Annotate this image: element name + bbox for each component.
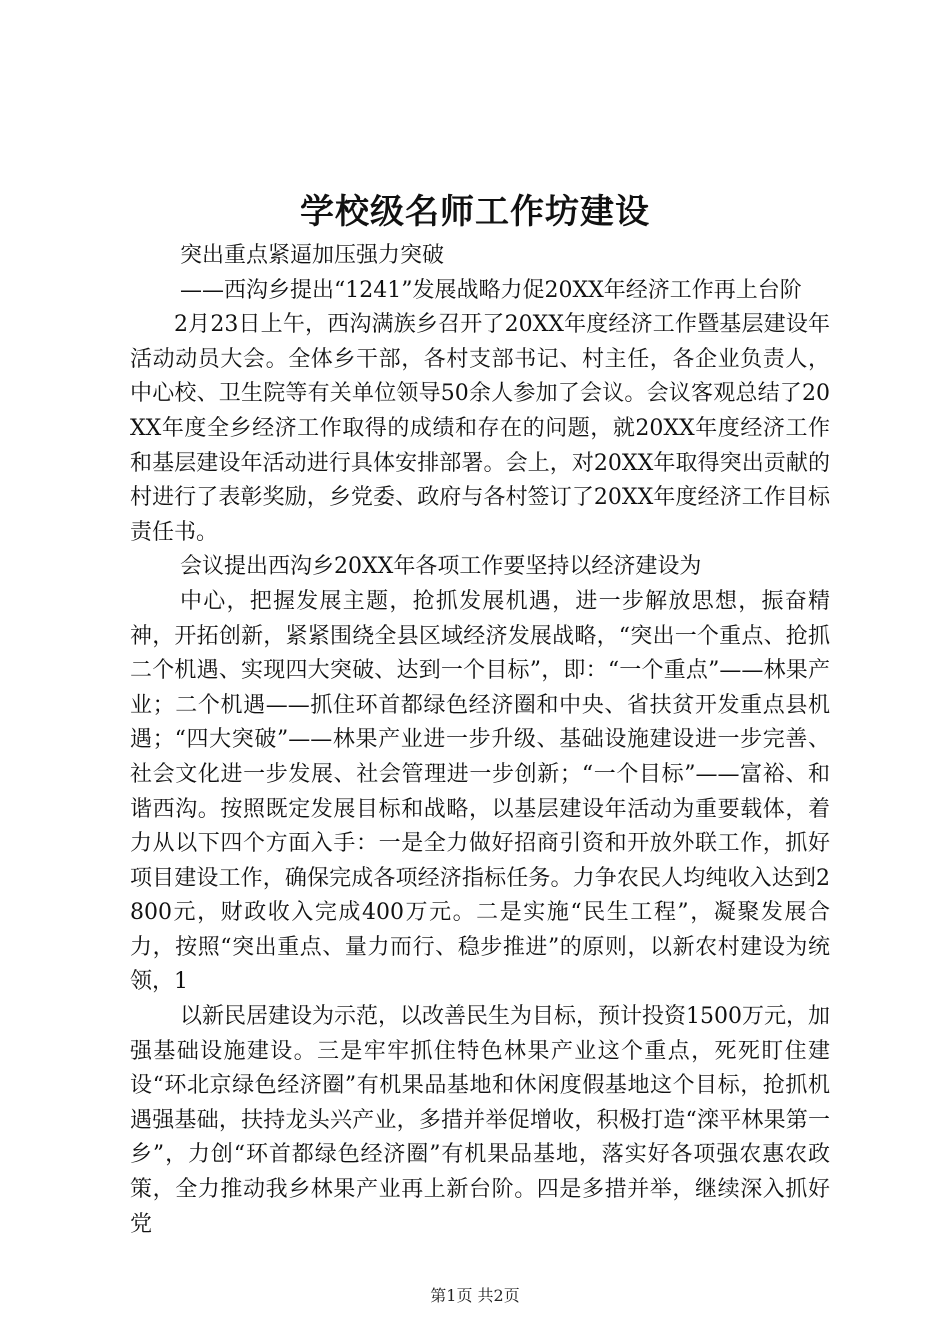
document-title: 学校级名师工作坊建设 [300, 192, 650, 232]
paragraph-proposal-lead: 会议提出西沟乡20XX年各项工作要坚持以经济建设为 [180, 554, 702, 580]
paragraph-investment: 以新民居建设为示范，以改善民生为目标，预计投资1500万元，加强基础设施建设。三是牢牢抓住特色林果产业这个重点，死死盯住建设“环北京绿色经济圈”有机果品基地和休闲度假基地这个目标，抢抓机遇强基础，扶持龙头兴产业，多措并举促增收，积极打造“滦平林果第一乡”，力创“环首都绿色经济圈”有机果品基地，落实好各项强农惠农政策，全力推动我乡林果产业再上新台阶。四是多措并举，继续深入抓好党 [130, 1004, 830, 1237]
page-footer: 第1页 共2页 [430, 1286, 520, 1305]
document-body [130, 239, 830, 1242]
paragraph-strategy: 中心，把握发展主题，抢抓发展机遇，进一步解放思想，振奋精神，开拓创新，紧紧围绕全县区域经济发展战略，“突出一个重点、抢抓二个机遇、实现四大突破、达到一个目标”，即：“一个重点”——林果产业；二个机遇——抓住环首都绿色经济圈和中央、省扶贫开发重点县机遇；“四大突破”——林果产业进一步升级、基础设施建设进一步完善、社会文化进一步发展、社会管理进一步创新；“一个目标”——富裕、和谐西沟。按照既定发展目标和战略，以基层建设年活动为重要载体，着力从以下四个方面入手：一是全力做好招商引资和开放外联工作，抓好项目建设工作，确保完成各项经济指标任务。力争农民人均纯收入达到2800元，财政收入完成400万元。二是实施“民生工程”，凝聚发展合力，按照“突出重点、量力而行、稳步推进”的原则，以新农村建设为统领，1 [130, 588, 830, 995]
subtitle-line: 突出重点紧逼加压强力突破 [180, 243, 445, 268]
paragraph-meeting: 2月23日上午，西沟满族乡召开了20XX年度经济工作暨基层建设年活动动员大会。全体乡干部，各村支部书记、村主任，各企业负责人，中心校、卫生院等有关单位领导50余人参加了会议。会议客观总结了20XX年度全乡经济工作取得的成绩和存在的问题，就20XX年度经济工作和基层建设年活动进行具体安排部署。会上，对20XX年取得突出贡献的村进行了表彰奖励，乡党委、政府与各村签订了20XX年度经济工作目标责任书。 [130, 312, 830, 545]
subtitle-dash-line: ——西沟乡提出“1241”发展战略力促20XX年经济工作再上台阶 [180, 277, 802, 303]
